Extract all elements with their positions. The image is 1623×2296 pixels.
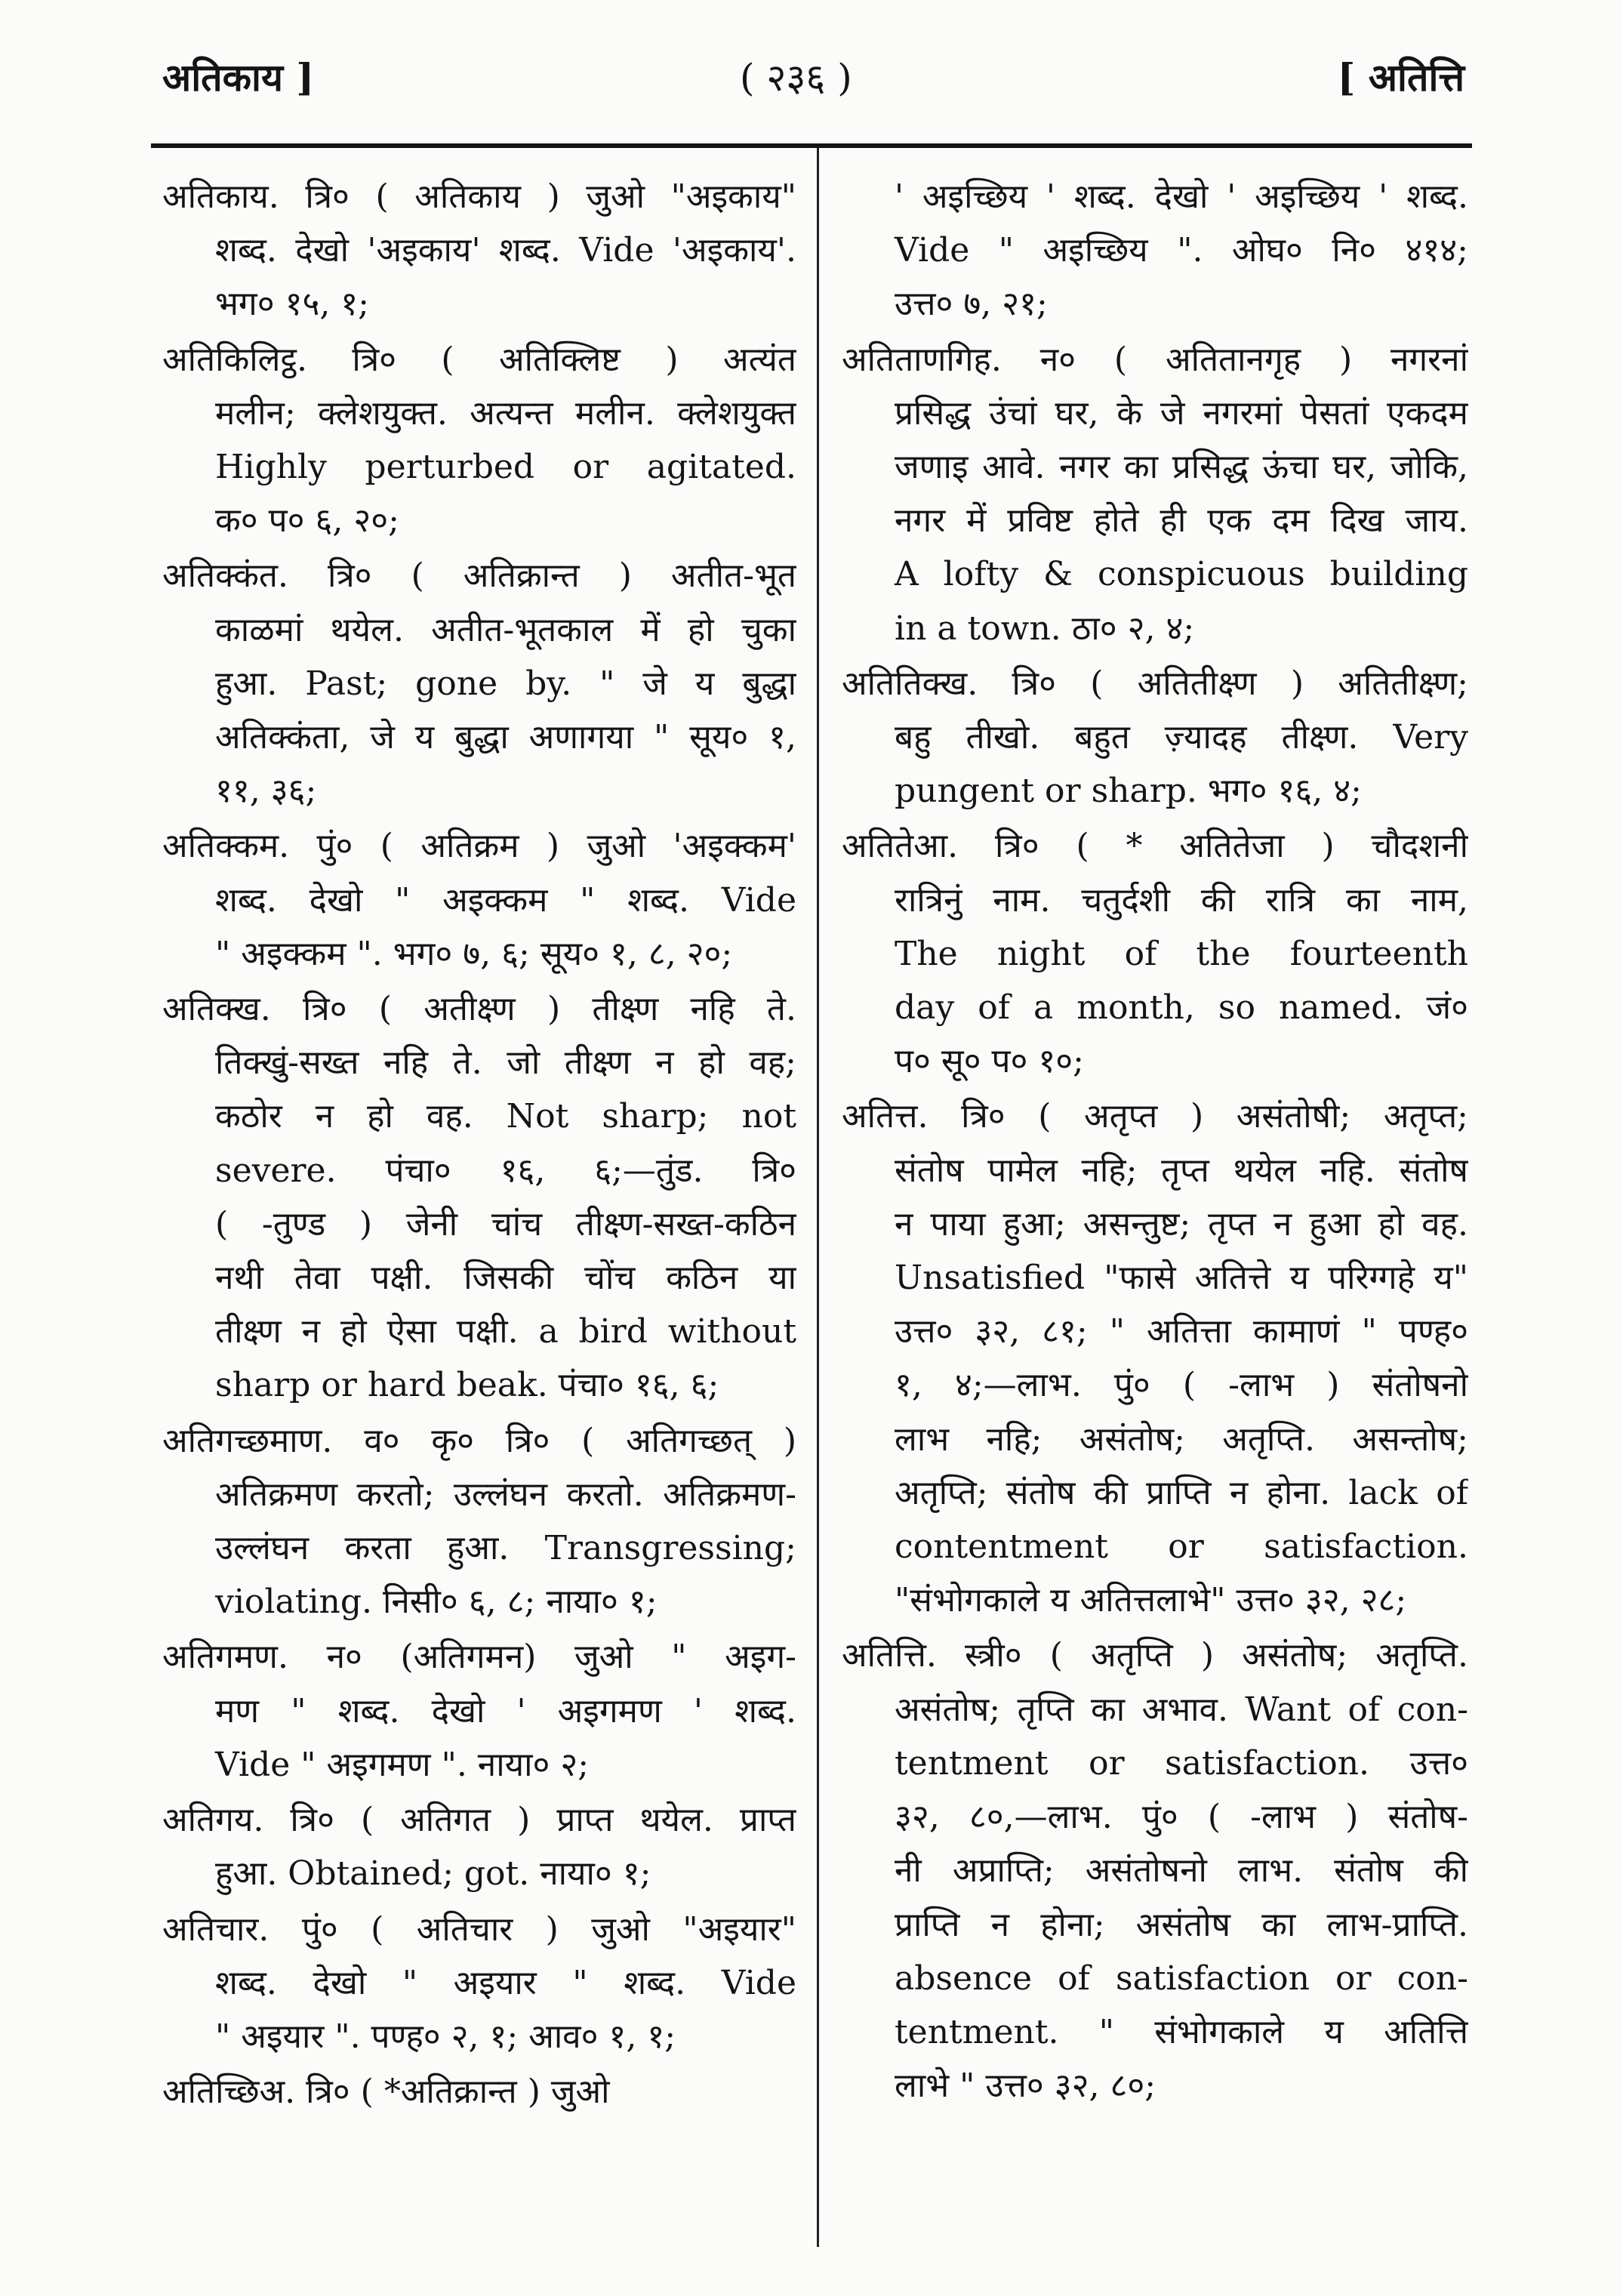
entry-line: उल्लंघन करता हुआ. Transgressing; xyxy=(215,1529,796,1568)
entry-line: काळमां थयेल. अतीत-भूतकाल में हो चुका xyxy=(215,610,796,649)
entry-line: अतिक्कंता, जे य बुद्धा अणागया " सूय० १, xyxy=(215,718,796,757)
dictionary-entry xyxy=(842,333,1468,655)
entry-line: १, ४;—लाभ. पुं० ( -लाभ ) संतोषनो xyxy=(895,1366,1468,1405)
entry-line: नथी तेवा पक्षी. जिसकी चोंच कठिन या xyxy=(215,1259,796,1298)
entry-line: न पाया हुआ; असन्तुष्ट; तृप्त न हुआ हो वह. xyxy=(895,1204,1468,1244)
entry-headline: अतिकिलिट्ठ. त्रि० ( अतिक्लिष्ट ) अत्यंत xyxy=(162,340,796,379)
entry-headline: अतिक्ख. त्रि० ( अतीक्ष्ण ) तीक्ष्ण नहि ते. xyxy=(162,990,796,1029)
entry-line: pungent or sharp. भग० १६, ४; xyxy=(895,772,1362,811)
entry-line: तीक्ष्ण न हो ऐसा पक्षी. a bird without xyxy=(215,1312,796,1351)
entry-line: absence of satisfaction or con- xyxy=(895,1959,1468,1998)
entry-line: कठोर न हो वह. Not sharp; not xyxy=(215,1097,796,1136)
entry-line: अतृप्ति; संतोष की प्राप्ति न होना. lack of xyxy=(895,1473,1468,1512)
entry-headline: अतिकाय. त्रि० ( अतिकाय ) जुओ "अइकाय" xyxy=(162,177,796,216)
dictionary-entry xyxy=(162,2065,796,2119)
entry-line: The night of the fourteenth xyxy=(895,934,1468,973)
entry-line: जणाइ आवे. नगर का प्रसिद्ध ऊंचा घर, जोकि, xyxy=(895,448,1468,487)
entry-headline: अतिगमण. न० (अतिगमन) जुओ " अइग- xyxy=(162,1638,796,1677)
dictionary-entry xyxy=(162,170,796,331)
entry-headline: अतिचार. पुं० ( अतिचार ) जुओ "अइयार" xyxy=(162,1909,796,1949)
entry-line: ११, ३६; xyxy=(215,772,317,811)
entry-line: tentment or satisfaction. उत्त० xyxy=(895,1743,1468,1783)
entry-line: हुआ. Past; gone by. " जे य बुद्धा xyxy=(215,664,796,703)
dictionary-entry xyxy=(162,1793,796,1900)
entry-headline: अतित्ति. स्त्री० ( अतृप्ति ) असंतोष; अतृप्ति. xyxy=(842,1636,1468,1675)
entry-line: असंतोष; तृप्ति का अभाव. Want of con- xyxy=(895,1690,1468,1729)
header-rule xyxy=(151,143,1472,148)
dictionary-entry xyxy=(162,819,796,981)
entry-line: मण " शब्द. देखो ' अइगमण ' शब्द. xyxy=(215,1691,796,1730)
dictionary-entry xyxy=(842,1629,1468,2113)
dictionary-entry xyxy=(162,1630,796,1792)
entry-headline: अतिच्छिअ. त्रि० ( *अतिक्रान्त ) जुओ xyxy=(162,2073,610,2112)
entry-line: रात्रिनुं नाम. चतुर्दशी की रात्रि का नाम, xyxy=(895,880,1468,920)
dictionary-entry xyxy=(842,657,1468,818)
entry-line: " अइयार ". पण्ह० २, १; आव० १, १; xyxy=(215,2017,676,2056)
right-column xyxy=(842,170,1468,2114)
entry-line: sharp or hard beak. पंचा० १६, ६; xyxy=(215,1366,719,1405)
header-left-guide-word: अतिकाय ] xyxy=(162,55,315,100)
left-column xyxy=(162,170,796,2120)
page-number: ( २३६ ) xyxy=(740,56,852,100)
entry-line: भग० १५, १; xyxy=(215,285,370,324)
entry-line: शब्द. देखो " अइक्कम " शब्द. Vide xyxy=(215,880,796,920)
entry-line: प्रसिद्ध उंचां घर, के जे नगरमां पेसतां एकदम xyxy=(895,393,1468,433)
dictionary-entry xyxy=(162,1903,796,2064)
entry-headline: अतिताणगिह. न० ( अतितानगृह ) नगरनां xyxy=(842,340,1468,379)
entry-headline: अतिक्कंत. त्रि० ( अतिक्रान्त ) अतीत-भूत xyxy=(162,556,796,596)
dictionary-entry xyxy=(162,1414,796,1629)
entry-line: ( -तुण्ड ) जेनी चांच तीक्ष्ण-सख्त-कठिन xyxy=(215,1204,796,1244)
entry-line: संतोष पामेल नहि; तृप्त थयेल नहि. संतोष xyxy=(895,1151,1468,1190)
entry-line: "संभोगकाले य अतित्तलाभे" उत्त० ३२, २८; xyxy=(895,1581,1407,1620)
entry-line: Highly perturbed or agitated. xyxy=(215,448,796,487)
entry-line: मलीन; क्लेशयुक्त. अत्यन्त मलीन. क्लेशयुक्त xyxy=(215,393,796,433)
entry-line: प० सू० प० १०; xyxy=(895,1042,1084,1081)
entry-line: उत्त० ३२, ८१; " अतित्ता कामाणं " पण्ह० xyxy=(895,1312,1468,1351)
entry-headline: अतिक्कम. पुं० ( अतिक्रम ) जुओ 'अइक्कम' xyxy=(162,827,796,866)
entry-line: A lofty & conspicuous building xyxy=(895,555,1468,594)
dictionary-entry xyxy=(162,982,796,1413)
entry-line: शब्द. देखो " अइयार " शब्द. Vide xyxy=(215,1963,796,2002)
entry-line: क० प० ६, २०; xyxy=(215,501,399,541)
entry-line: in a town. ठा० २, ४; xyxy=(895,609,1195,648)
entry-line: तिक्खुं-सख्त नहि ते. जो तीक्ष्ण न हो वह; xyxy=(215,1043,796,1083)
column-divider xyxy=(817,148,819,2247)
entry-line: Vide " अइगमण ". नाया० २; xyxy=(215,1745,590,1784)
dictionary-entry xyxy=(842,1089,1468,1627)
dictionary-entry xyxy=(842,170,1468,331)
entry-line: ३२, ८०,—लाभ. पुं० ( -लाभ ) संतोष- xyxy=(895,1798,1468,1837)
header-right-guide-word: [ अतित्ति xyxy=(1337,55,1464,100)
entry-line: अतिक्रमण करतो; उल्लंघन करतो. अतिक्रमण- xyxy=(215,1475,796,1514)
entry-line: Vide " अइच्छिय ". ओघ० नि० ४१४; xyxy=(895,231,1468,270)
entry-line: लाभे " उत्त० ३२, ८०; xyxy=(895,2066,1156,2106)
entry-line: tentment. " संभोगकाले य अतित्ति xyxy=(895,2012,1468,2051)
entry-line: day of a month, so named. जं० xyxy=(895,988,1468,1028)
entry-headline: अतिगच्छमाण. व० कृ० त्रि० ( अतिगच्छत् ) xyxy=(162,1421,796,1460)
entry-line: नगर में प्रविष्ट होते ही एक दम दिख जाय. xyxy=(895,501,1468,541)
entry-line: शब्द. देखो 'अइकाय' शब्द. Vide 'अइकाय'. xyxy=(215,231,796,270)
dictionary-entry xyxy=(842,819,1468,1088)
entry-headline: अतिगय. त्रि० ( अतिगत ) प्राप्त थयेल. प्राप्त xyxy=(162,1801,796,1840)
entry-line: उत्त० ७, २१; xyxy=(895,285,1048,324)
entry-line: हुआ. Obtained; got. नाया० १; xyxy=(215,1854,651,1894)
entry-line: violating. निसी० ६, ८; नाया० १; xyxy=(215,1583,658,1622)
entry-line: नी अप्राप्ति; असंतोषनो लाभ. संतोष की xyxy=(895,1851,1468,1891)
entry-line: " अइक्कम ". भग० ७, ६; सूय० १, ८, २०; xyxy=(215,934,733,973)
entry-line: Unsatisfied "फासे अतित्ते य परिग्गहे य" xyxy=(895,1259,1468,1298)
dictionary-entry xyxy=(162,549,796,818)
entry-line: बहु तीखो. बहुत ज़्यादह तीक्ष्ण. Very xyxy=(895,718,1468,757)
entry-line: ' अइच्छिय ' शब्द. देखो ' अइच्छिय ' शब्द. xyxy=(895,177,1468,216)
entry-headline: अतित्त. त्रि० ( अतृप्त ) असंतोषी; अतृप्त; xyxy=(842,1097,1468,1136)
entry-headline: अतितिक्ख. त्रि० ( अतितीक्ष्ण ) अतितीक्ष्ण; xyxy=(842,664,1468,703)
entry-line: प्राप्ति न होना; असंतोष का लाभ-प्राप्ति. xyxy=(895,1905,1468,1944)
entry-line: severe. पंचा० १६, ६;—तुंड. त्रि० xyxy=(215,1151,796,1190)
entry-headline: अतितेआ. त्रि० ( * अतितेजा ) चौदशनी xyxy=(842,827,1468,866)
entry-line: लाभ नहि; असंतोष; अतृप्ति. असन्तोष; xyxy=(895,1419,1468,1459)
entry-line: contentment or satisfaction. xyxy=(895,1527,1468,1567)
dictionary-entry xyxy=(162,333,796,548)
